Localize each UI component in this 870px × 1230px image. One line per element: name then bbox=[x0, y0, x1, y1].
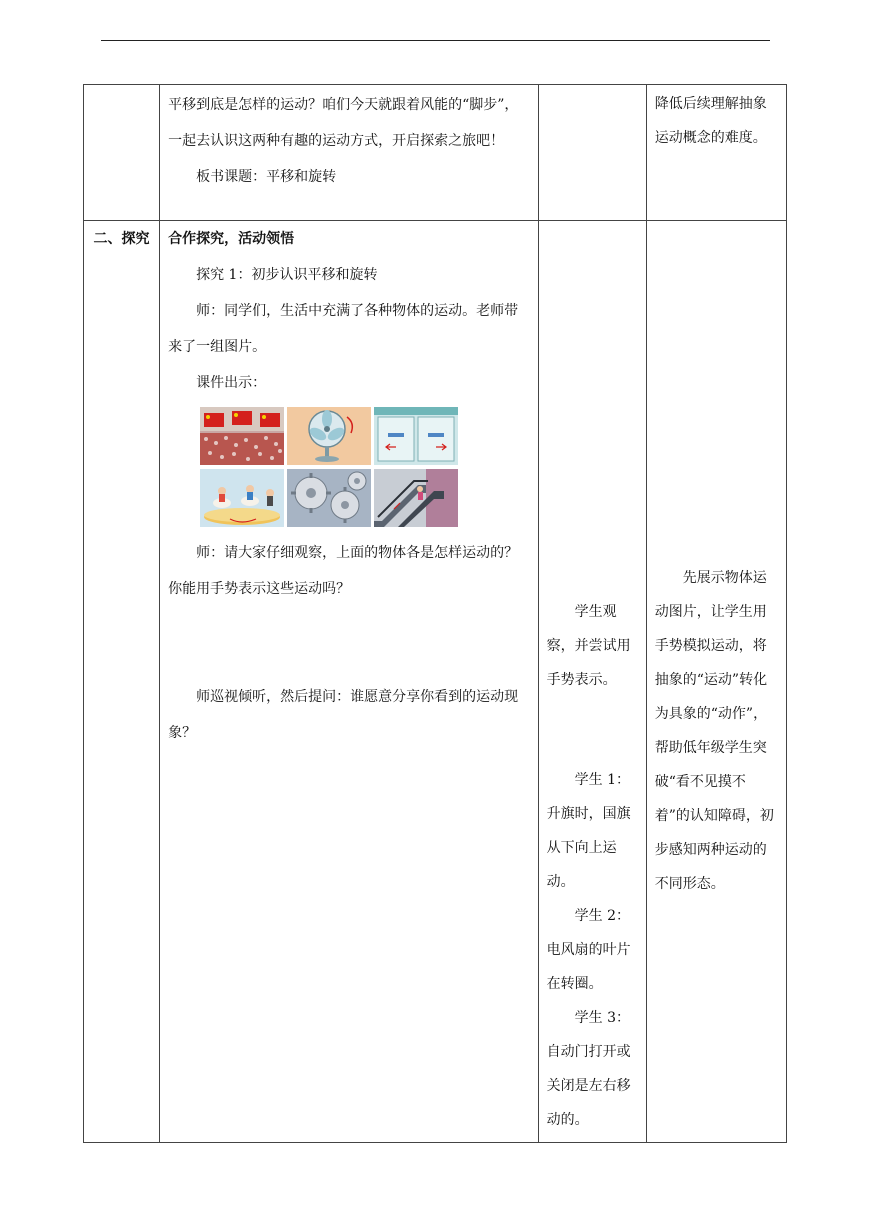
intent-text: 先展示物体运动图片，让学生用手势模拟运动，将抽象的“运动”转化为具象的“动作”，帮助低年级学生突破“看不见摸不着”的认知障碍，初步感知两种运动的不同形态。 bbox=[654, 570, 774, 892]
teacher-line-2: 师：请大家仔细观察，上面的物体各是怎样运动的？你能用手势表示这些运动吗？ bbox=[168, 545, 519, 597]
section-heading: 合作探究，活动领悟 bbox=[168, 231, 295, 247]
student-3-text: 自动门打开或关闭是左右移动的。 bbox=[546, 1044, 631, 1128]
automatic-door-photo-icon bbox=[374, 407, 458, 465]
table-row bbox=[84, 221, 787, 1143]
inquiry-title: 探究 1：初步认识平移和旋转 bbox=[196, 267, 378, 283]
electric-fan-photo-icon bbox=[287, 407, 371, 465]
intro-paragraph: 平移到底是怎样的运动？咱们今天就跟着风能的“脚步”，一起去认识这两种有趣的运动方式，开启探索之旅吧！ bbox=[168, 97, 519, 149]
table-row bbox=[84, 85, 787, 221]
student-cell bbox=[538, 85, 646, 221]
student-2-label: 学生 2： bbox=[574, 908, 630, 924]
content-cell bbox=[160, 221, 539, 1143]
teacher-line-1: 师：同学们，生活中充满了各种物体的运动。老师带来了一组图片。 bbox=[168, 303, 519, 355]
student-1-label: 学生 1： bbox=[574, 772, 630, 788]
carousel-photo-icon bbox=[200, 469, 284, 527]
teacher-line-3: 师巡视倾听，然后提问：谁愿意分享你看到的运动现象？ bbox=[168, 689, 519, 741]
student-observe: 学生观察，并尝试用手势表示。 bbox=[546, 604, 631, 688]
stage-label: 二、探究 bbox=[93, 231, 150, 247]
intent-cell bbox=[646, 85, 786, 221]
lesson-plan-table bbox=[83, 84, 787, 1143]
gears-photo-icon bbox=[287, 469, 371, 527]
stage-cell bbox=[84, 221, 160, 1143]
board-title: 板书课题：平移和旋转 bbox=[196, 169, 337, 185]
student-1-text: 升旗时，国旗从下向上运动。 bbox=[546, 806, 631, 890]
student-2-text: 电风扇的叶片在转圈。 bbox=[546, 942, 631, 992]
flag-raising-photo-icon bbox=[200, 407, 284, 465]
courseware-label: 课件出示： bbox=[196, 375, 267, 391]
stage-cell bbox=[84, 85, 160, 221]
student-cell bbox=[538, 221, 646, 1143]
intent-cell bbox=[646, 221, 786, 1143]
content-cell bbox=[160, 85, 539, 221]
student-3-label: 学生 3： bbox=[574, 1010, 630, 1026]
escalator-photo-icon bbox=[374, 469, 458, 527]
intent-text: 降低后续理解抽象运动概念的难度。 bbox=[654, 96, 767, 146]
header-rule bbox=[101, 40, 770, 41]
motion-image-gallery bbox=[200, 407, 530, 527]
